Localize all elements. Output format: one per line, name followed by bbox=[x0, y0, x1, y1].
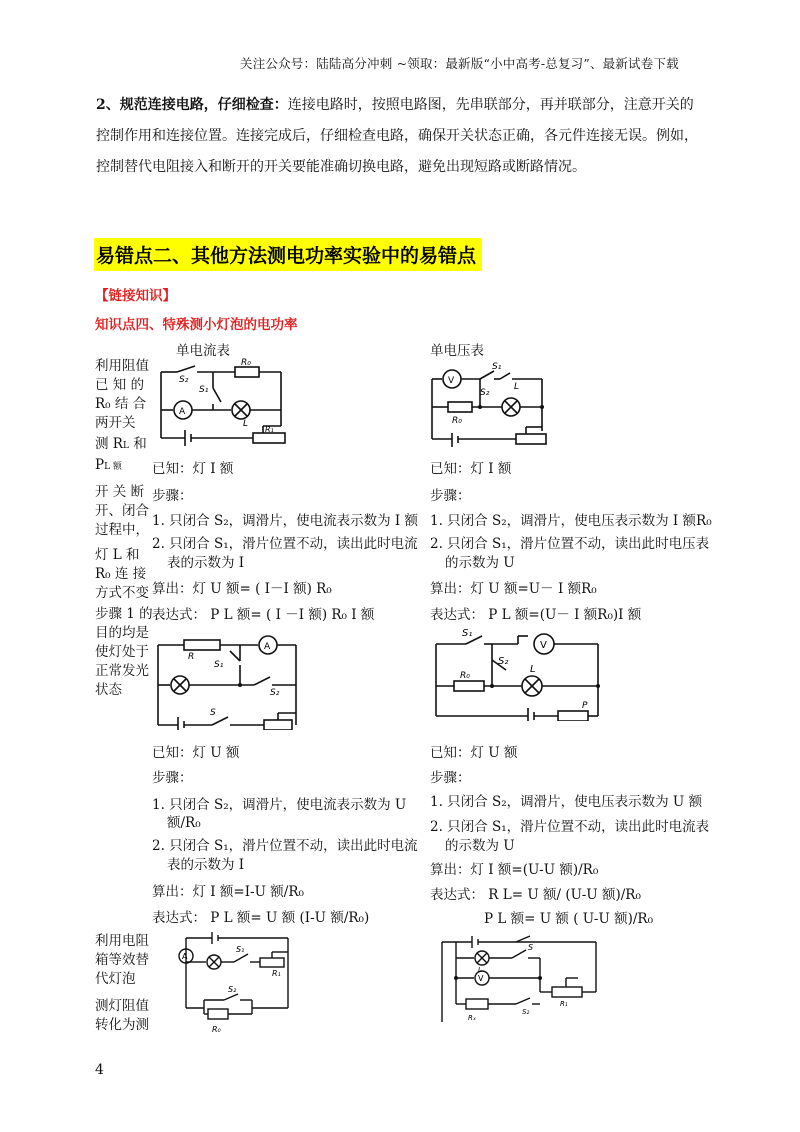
steps-label: 步骤： bbox=[152, 770, 193, 786]
step-2: 2. 只闭合 S₁，滑片位置不动，读出此时电流 bbox=[152, 536, 418, 552]
expression-power: P L 额= U 额 ( U-U 额)/R₀ bbox=[484, 911, 654, 927]
calculation: 算出：灯 U 额= ( I－I 额) R₀ bbox=[152, 581, 332, 597]
calculation: 算出：灯 I 额=(U-U 额)/R₀ bbox=[430, 862, 599, 878]
known-condition: 已知：灯 I 额 bbox=[152, 461, 234, 477]
step-2: 2. 只闭合 S₁，滑片位置不动，读出此时电流 bbox=[152, 838, 418, 854]
svg-text:S: S bbox=[210, 708, 216, 718]
svg-text:S₂: S₂ bbox=[480, 388, 490, 398]
steps-label: 步骤： bbox=[430, 488, 471, 504]
svg-text:S₁: S₁ bbox=[214, 660, 224, 670]
circuit-diagram-ammeter-r bbox=[152, 627, 302, 730]
svg-text:P: P bbox=[582, 701, 588, 711]
svg-text:R₁: R₁ bbox=[265, 425, 274, 434]
svg-text:R: R bbox=[188, 652, 195, 662]
page-header: 关注公众号：陆陆高分冲刺 ~领取：最新版“小中高考-总复习”、最新试卷下载 bbox=[240, 56, 679, 71]
svg-text:S₁: S₁ bbox=[236, 945, 245, 954]
col-header-right: 单电压表 bbox=[430, 343, 484, 359]
steps-label: 步骤： bbox=[430, 770, 471, 786]
svg-text:S₁: S₁ bbox=[462, 628, 473, 639]
step-2: 2. 只闭合 S₁，滑片位置不动，读出此时电流表 bbox=[430, 819, 710, 835]
ammeter-symbol: A bbox=[182, 952, 188, 961]
svg-text:R₀: R₀ bbox=[460, 671, 470, 681]
expression: 表达式： P L 额=(U－ I 额R₀)I 额 bbox=[430, 607, 642, 623]
step-2-cont: 表的示数为 I bbox=[167, 555, 245, 571]
step-2-cont: 表的示数为 I bbox=[167, 857, 245, 873]
step-2-cont: 的示数为 U bbox=[445, 838, 515, 854]
col-header-left: 单电流表 bbox=[176, 343, 230, 359]
ammeter-symbol: A bbox=[179, 407, 186, 417]
calculation: 算出：灯 I 额=I-U 额/R₀ bbox=[152, 884, 304, 900]
step-1: 1. 只闭合 S₂，调滑片，使电压表示数为 I 额R₀ bbox=[430, 513, 712, 529]
step-2-cont: 的示数为 U bbox=[445, 555, 515, 571]
expression: 表达式： P L 额= ( I －I 额) R₀ I 额 bbox=[152, 607, 375, 623]
svg-text:S₂: S₂ bbox=[179, 375, 189, 385]
circuit-diagram-resistance-box-ammeter bbox=[176, 928, 294, 1038]
svg-text:R₁: R₁ bbox=[560, 1000, 568, 1008]
svg-text:R₁: R₁ bbox=[272, 969, 281, 978]
expression: 表达式： R L= U 额/ (U-U 额)/R₀ bbox=[430, 887, 641, 903]
svg-text:R₀: R₀ bbox=[241, 358, 251, 368]
svg-text:Rₓ: Rₓ bbox=[468, 1014, 476, 1022]
steps-label: 步骤： bbox=[152, 488, 193, 504]
svg-text:L: L bbox=[478, 966, 482, 974]
svg-text:S₁: S₁ bbox=[199, 385, 209, 395]
svg-text:S₂: S₂ bbox=[522, 1008, 530, 1016]
knowledge-point-title: 知识点四、特殊测小灯泡的电功率 bbox=[95, 317, 298, 333]
svg-text:S₁: S₁ bbox=[492, 362, 502, 372]
circuit-diagram-voltmeter-r0-switches bbox=[432, 626, 604, 721]
side-note-r0-method: 利用阻值 已 知 的 R₀ 结 合 两开关 测 RL 和 PL 额 开 关 断 开、闭合 过程中， 灯 L 和 R₀ 连 接 方式不变 步骤 1 的 目的均是 使灯处于 正常发光 状态 bbox=[95, 358, 153, 698]
svg-text:S₂: S₂ bbox=[270, 688, 280, 698]
svg-text:S₂: S₂ bbox=[228, 985, 237, 994]
svg-text:L: L bbox=[243, 419, 249, 429]
svg-text:R₀: R₀ bbox=[452, 416, 462, 426]
step-2: 2. 只闭合 S₁，滑片位置不动，读出此时电压表 bbox=[430, 536, 710, 552]
svg-text:R₀: R₀ bbox=[212, 1025, 221, 1034]
circuit-diagram-voltmeter-r0 bbox=[428, 357, 553, 449]
voltmeter-symbol: V bbox=[478, 974, 484, 983]
known-condition: 已知：灯 I 额 bbox=[430, 461, 512, 477]
circuit-diagram-resistance-box-voltmeter bbox=[438, 932, 602, 1032]
calculation: 算出：灯 U 额=U－ I 额R₀ bbox=[430, 581, 597, 597]
voltmeter-symbol: V bbox=[540, 640, 547, 651]
svg-text:L: L bbox=[514, 382, 520, 392]
svg-text:S: S bbox=[528, 943, 534, 952]
step-1: 1. 只闭合 S₂，调滑片，使电压表示数为 U 额 bbox=[430, 794, 703, 810]
step-1: 1. 只闭合 S₂，调滑片，使电流表示数为 I 额 bbox=[152, 513, 419, 529]
paragraph-line bbox=[96, 90, 716, 121]
paragraph-lead: 2、规范连接电路，仔细检查： bbox=[96, 97, 288, 113]
voltmeter-symbol: V bbox=[448, 376, 455, 386]
section-title: 易错点二、其他方法测电功率实验中的易错点 bbox=[94, 238, 482, 271]
step-1: 1. 只闭合 S₂，调滑片，使电流表示数为 U bbox=[152, 797, 407, 813]
ammeter-symbol: A bbox=[264, 642, 271, 652]
step-1-cont: 额/R₀ bbox=[167, 815, 201, 831]
svg-text:L: L bbox=[530, 664, 536, 675]
side-note-resistance-box: 利用电阻 箱等效替 代灯泡 测灯阻值 转化为测 bbox=[95, 933, 149, 1033]
link-knowledge-label: 【链接知识】 bbox=[95, 288, 176, 304]
known-condition: 已知：灯 U 额 bbox=[152, 745, 240, 761]
page-number: 4 bbox=[95, 1062, 104, 1078]
svg-text:S₂: S₂ bbox=[498, 656, 509, 667]
paragraph-text: 连接电路时，按照电路图，先串联部分，再并联部分，注意开关的 bbox=[287, 97, 694, 113]
known-condition: 已知：灯 U 额 bbox=[430, 745, 518, 761]
paragraph-line: 控制替代电阻接入和断开的开关要能准确切换电路，避免出现短路或断路情况。 bbox=[96, 159, 586, 175]
expression: 表达式： P L 额= U 额 (I-U 额/R₀) bbox=[152, 910, 370, 926]
paragraph-line: 控制作用和连接位置。连接完成后，仔细检查电路，确保开关状态正确，各元件连接无误。例如， bbox=[96, 128, 698, 144]
circuit-diagram-ammeter-r0 bbox=[155, 358, 290, 446]
